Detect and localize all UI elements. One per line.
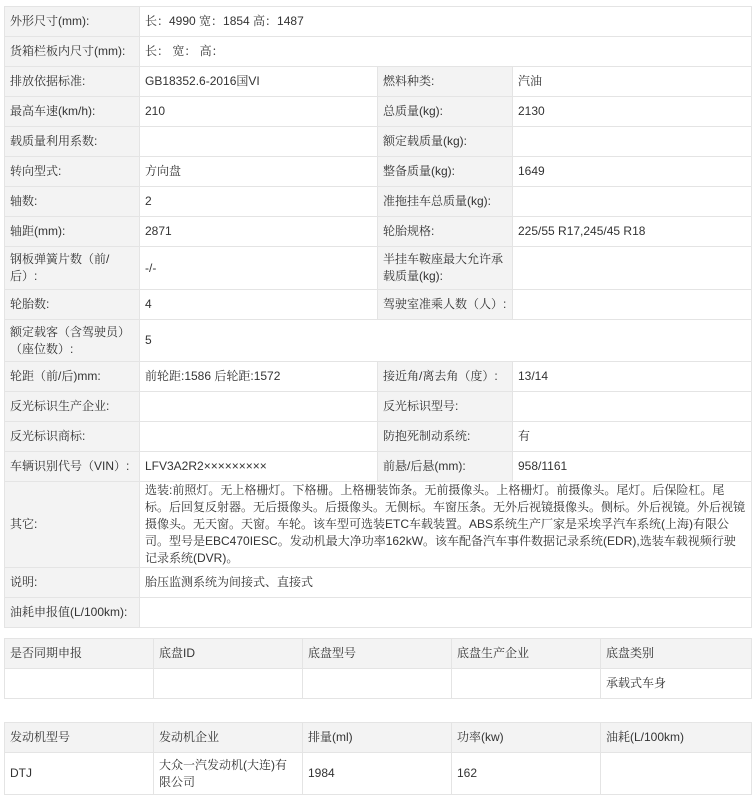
spec-row	[5, 247, 752, 290]
rated-load-value	[513, 127, 752, 157]
curb-mass-label: 整备质量(kg):	[378, 157, 513, 187]
total-mass-label: 总质量(kg):	[378, 97, 513, 127]
engine-cell: DTJ	[5, 753, 154, 795]
saddle-load-label: 半挂车鞍座最大允许承载质量(kg):	[378, 247, 513, 290]
spec-row	[5, 97, 752, 127]
spec-row	[5, 127, 752, 157]
spec-row	[5, 422, 752, 452]
engine-header-cell: 油耗(L/100km)	[601, 723, 752, 753]
cargo-box-label: 货箱栏板内尺寸(mm):	[5, 37, 140, 67]
engine-header-row	[5, 723, 752, 753]
engine-header-cell: 排量(ml)	[303, 723, 452, 753]
chassis-header-cell: 底盘生产企业	[452, 639, 601, 669]
max-speed-label: 最高车速(km/h):	[5, 97, 140, 127]
other-label: 其它:	[5, 482, 140, 568]
cab-seats-value	[513, 290, 752, 320]
abs-label: 防抱死制动系统:	[378, 422, 513, 452]
fuel-consumption-value	[140, 598, 752, 628]
leaf-spring-value: -/-	[140, 247, 378, 290]
vehicle-spec-table	[4, 6, 752, 628]
curb-mass-value: 1649	[513, 157, 752, 187]
overall-dimensions-value: 长：4990 宽：1854 高：1487	[140, 7, 752, 37]
reflector-model-label: 反光标识型号:	[378, 392, 513, 422]
engine-table	[4, 722, 752, 795]
engine-cell: 162	[452, 753, 601, 795]
rated-load-label: 额定载质量(kg):	[378, 127, 513, 157]
abs-value: 有	[513, 422, 752, 452]
chassis-header-cell: 底盘类别	[601, 639, 752, 669]
other-value: 选装:前照灯。无上格栅灯。下格栅。上格栅装饰条。无前摄像头。上格栅灯。前摄像头。尾灯。后保险杠。尾标。后回复反射器。无后摄像头。后摄像头。无侧标。车窗压条。无外后视镜摄像头。侧标。外后视镜。外后视镜摄像头。无天窗。天窗。车轮。该车型可选装ETC车载装置。ABS系统生产厂家是采埃孚汽车系统(上海)有限公司。型号是EBC470IESC。发动机最大净功率162kW。该车配备汽车事件数据记录系统(EDR),选装车载视频行驶记录系统(DVR)。	[140, 482, 752, 568]
spec-row	[5, 392, 752, 422]
engine-header-cell: 功率(kw)	[452, 723, 601, 753]
note-value: 胎压监测系统为间接式、直接式	[140, 568, 752, 598]
fuel-consumption-label: 油耗申报值(L/100km):	[5, 598, 140, 628]
chassis-header-row	[5, 639, 752, 669]
axles-label: 轴数:	[5, 187, 140, 217]
saddle-load-value	[513, 247, 752, 290]
steering-label: 转向型式:	[5, 157, 140, 187]
chassis-cell	[5, 669, 154, 699]
approach-value: 13/14	[513, 362, 752, 392]
wheelbase-label: 轴距(mm):	[5, 217, 140, 247]
overhang-label: 前悬/后悬(mm):	[378, 452, 513, 482]
spec-row	[5, 187, 752, 217]
chassis-cell	[452, 669, 601, 699]
steering-value: 方向盘	[140, 157, 378, 187]
spec-row	[5, 7, 752, 37]
note-label: 说明:	[5, 568, 140, 598]
track-value: 前轮距:1586 后轮距:1572	[140, 362, 378, 392]
cab-seats-label: 驾驶室准乘人数（人）:	[378, 290, 513, 320]
load-util-value	[140, 127, 378, 157]
reflector-brand-label: 反光标识商标:	[5, 422, 140, 452]
chassis-table	[4, 638, 752, 699]
max-speed-value: 210	[140, 97, 378, 127]
engine-cell	[601, 753, 752, 795]
spec-row	[5, 482, 752, 568]
tire-spec-label: 轮胎规格:	[378, 217, 513, 247]
chassis-cell	[154, 669, 303, 699]
tire-count-label: 轮胎数:	[5, 290, 140, 320]
reflector-maker-value	[140, 392, 378, 422]
reflector-model-value	[513, 392, 752, 422]
trailer-mass-value	[513, 187, 752, 217]
cargo-box-value: 长： 宽： 高：	[140, 37, 752, 67]
spec-row	[5, 320, 752, 362]
approach-label: 接近角/离去角（度）:	[378, 362, 513, 392]
spec-row	[5, 452, 752, 482]
load-util-label: 载质量利用系数:	[5, 127, 140, 157]
chassis-header-cell: 底盘ID	[154, 639, 303, 669]
leaf-spring-label: 钢板弹簧片数（前/后）:	[5, 247, 140, 290]
tire-count-value: 4	[140, 290, 378, 320]
vin-value: LFV3A2R2×××××××××	[140, 452, 378, 482]
total-mass-value: 2130	[513, 97, 752, 127]
spec-row	[5, 290, 752, 320]
reflector-brand-value	[140, 422, 378, 452]
fuel-type-value: 汽油	[513, 67, 752, 97]
chassis-cell	[303, 669, 452, 699]
engine-cell: 1984	[303, 753, 452, 795]
engine-header-cell: 发动机型号	[5, 723, 154, 753]
spec-row	[5, 217, 752, 247]
table-row	[5, 669, 752, 699]
vin-label: 车辆识别代号（VIN）:	[5, 452, 140, 482]
spec-row	[5, 157, 752, 187]
chassis-header-cell: 底盘型号	[303, 639, 452, 669]
fuel-type-label: 燃料种类:	[378, 67, 513, 97]
spec-row	[5, 598, 752, 628]
emission-label: 排放依据标准:	[5, 67, 140, 97]
wheelbase-value: 2871	[140, 217, 378, 247]
chassis-cell: 承载式车身	[601, 669, 752, 699]
spec-row	[5, 362, 752, 392]
spec-row	[5, 568, 752, 598]
overall-dimensions-label: 外形尺寸(mm):	[5, 7, 140, 37]
trailer-mass-label: 准拖挂车总质量(kg):	[378, 187, 513, 217]
overhang-value: 958/1161	[513, 452, 752, 482]
emission-value: GB18352.6-2016国VI	[140, 67, 378, 97]
table-row	[5, 753, 752, 795]
spec-row	[5, 37, 752, 67]
engine-cell: 大众一汽发动机(大连)有限公司	[154, 753, 303, 795]
chassis-header-cell: 是否同期申报	[5, 639, 154, 669]
axles-value: 2	[140, 187, 378, 217]
reflector-maker-label: 反光标识生产企业:	[5, 392, 140, 422]
tire-spec-value: 225/55 R17,245/45 R18	[513, 217, 752, 247]
spec-row	[5, 67, 752, 97]
rated-passengers-value: 5	[140, 320, 752, 362]
rated-passengers-label: 额定载客（含驾驶员）（座位数）:	[5, 320, 140, 362]
engine-header-cell: 发动机企业	[154, 723, 303, 753]
track-label: 轮距（前/后)mm:	[5, 362, 140, 392]
